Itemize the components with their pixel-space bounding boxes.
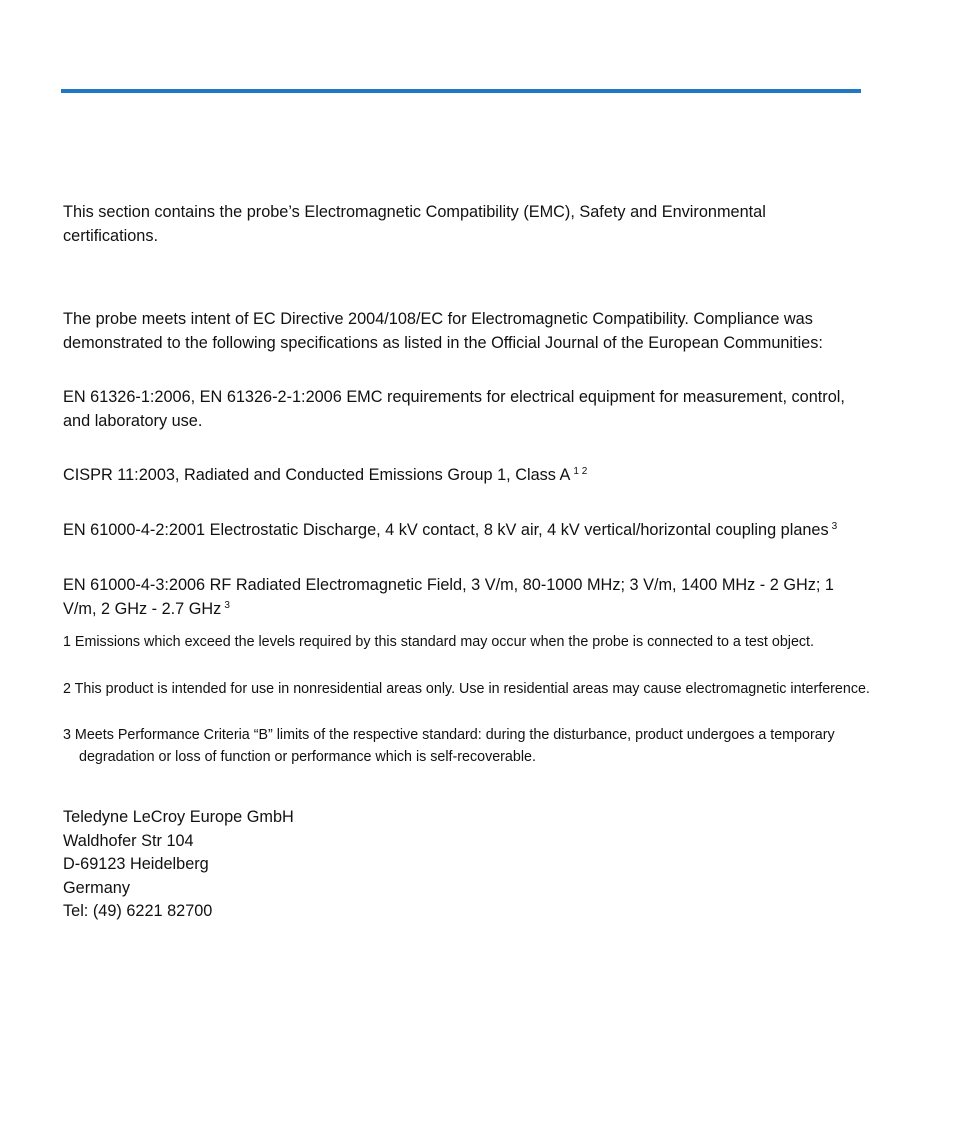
- standard-text: EN 61326-1:2006, EN 61326-2-1:2006 EMC requirements for electrical equipment for measurement, control, and laboratory use.: [63, 388, 845, 430]
- address-city: D-69123 Heidelberg: [63, 855, 209, 874]
- intro-section: [63, 201, 863, 248]
- footnote-ref: 3: [831, 521, 838, 532]
- standard-text: EN 61000-4-2:2001 Electrostatic Discharge, 4 kV contact, 8 kV air, 4 kV vertical/horizontal coupling planes: [63, 521, 829, 539]
- standard-text: CISPR 11:2003, Radiated and Conducted Emissions Group 1, Class A: [63, 466, 571, 484]
- emc-compliance-paragraph: The probe meets intent of EC Directive 2004/108/EC for Electromagnetic Compatibility. Compliance was demonstrated to the following specifications as listed in the Official Journal of the European Communities:: [63, 310, 823, 352]
- standard-text: EN 61000-4-3:2006 RF Radiated Electromagnetic Field, 3 V/m, 80-1000 MHz; 3 V/m, 1400 MHz - 2 GHz; 1 V/m, 2 GHz - 2.7 GHz: [63, 576, 834, 618]
- footnote-2: 2 This product is intended for use in nonresidential areas only. Use in residential areas may cause electromagnetic interference.: [63, 681, 870, 697]
- address-country: Germany: [63, 878, 130, 897]
- emc-compliance-section: [63, 308, 863, 355]
- address-company: Teledyne LeCroy Europe GmbH: [63, 808, 294, 826]
- standard-item-3: [63, 519, 863, 543]
- address-street: Waldhofer Str 104: [63, 831, 194, 850]
- footnote-3: 3 Meets Performance Criteria “B” limits of the respective standard: during the disturbance, product undergoes a temporary degradation or loss of function or performance which is self-recoverable.: [63, 727, 835, 765]
- address-block: [63, 806, 863, 924]
- header-rule: [61, 89, 861, 93]
- footnote-1: 1 Emissions which exceed the levels required by this standard may occur when the probe is connected to a test object.: [63, 634, 814, 650]
- footnote-ref: 3: [224, 599, 230, 611]
- standard-item-1: [63, 386, 863, 433]
- address-phone: Tel: (49) 6221 82700: [63, 902, 213, 921]
- intro-paragraph: This section contains the probe’s Electromagnetic Compatibility (EMC), Safety and Environmental certifications.: [63, 203, 766, 245]
- standard-item-4: [63, 574, 863, 621]
- standard-item-2: [63, 464, 863, 488]
- footnote-ref: 1 2: [573, 466, 588, 477]
